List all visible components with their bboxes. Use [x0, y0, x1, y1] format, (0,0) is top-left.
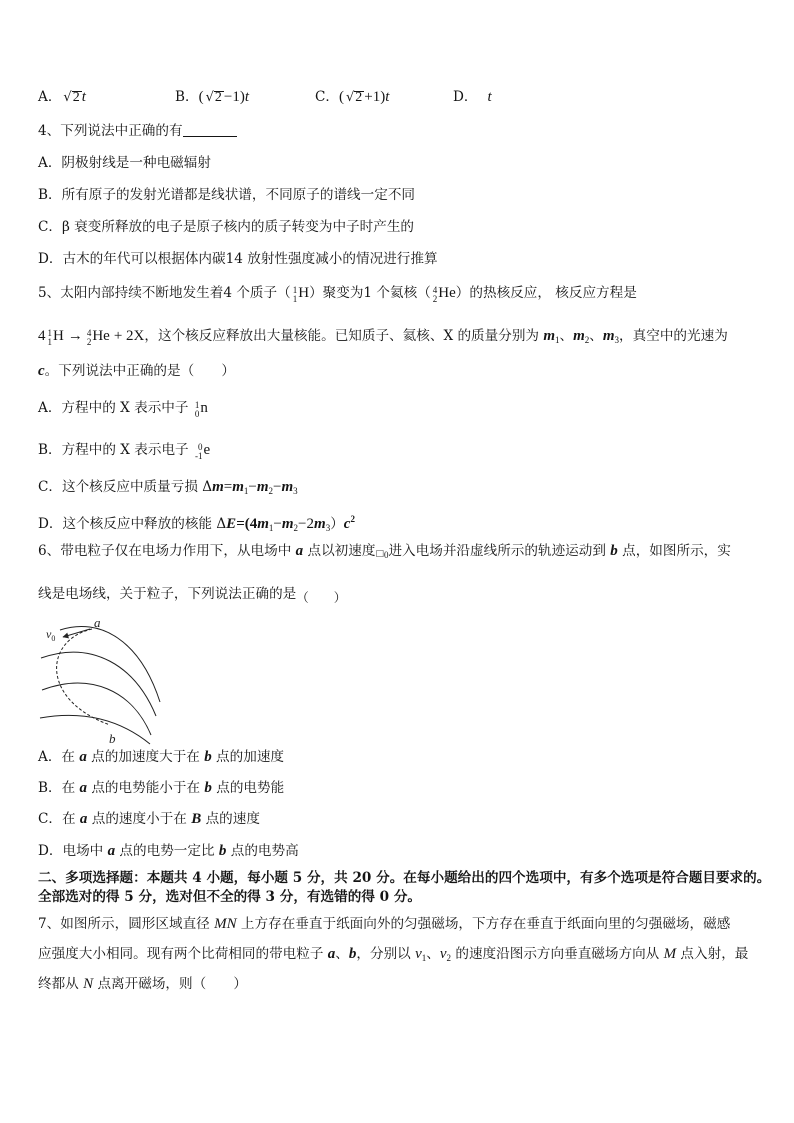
prev-option-b	[175, 88, 249, 107]
point-a: a	[79, 780, 87, 796]
q5-stem-line3	[38, 362, 235, 380]
variable-t: t	[244, 89, 250, 105]
expr: −2	[298, 516, 315, 532]
mass-number: 0	[197, 442, 203, 452]
velocity-symbol: v	[415, 946, 422, 962]
field-line-4	[40, 715, 150, 744]
minus: −	[273, 479, 282, 495]
text: B．方程中的 X 表示电子	[38, 442, 193, 458]
text: 点的电势能小于在	[87, 780, 205, 796]
text: 点的速度	[201, 811, 260, 827]
text: A．方程中的 X 表示中子	[38, 400, 193, 416]
text: A．在	[38, 749, 80, 765]
energy-symbol: E	[226, 516, 237, 532]
text: C．这个核反应中质量亏损 Δ	[38, 479, 213, 495]
point-b: b	[610, 543, 618, 559]
q6-stem-line2	[38, 585, 346, 603]
text: ，分别以	[356, 946, 416, 962]
atomic-number: 1	[292, 294, 298, 304]
text: ，真空中的光速为	[619, 328, 728, 344]
point-b-label: b	[109, 731, 116, 746]
nuclide-electron	[193, 441, 210, 461]
nuclide-helium	[85, 327, 110, 347]
sqrt-sign: √	[346, 90, 355, 105]
element-symbol: He	[92, 328, 110, 344]
answer-parens: （ ）	[296, 590, 347, 605]
text: 5、太阳内部持续不断地发生着4 个质子（	[38, 285, 291, 301]
electric-field-figure	[34, 612, 166, 752]
particle-b: b	[348, 946, 357, 962]
q7-stem-line2	[38, 945, 748, 967]
q6-option-d	[38, 842, 299, 860]
text: ）聚变为1 个氦核（	[309, 285, 431, 301]
subscript: 3	[614, 335, 620, 345]
particle-a: a	[327, 946, 336, 962]
product-term: + 2X	[113, 328, 145, 344]
atomic-number: 0	[194, 409, 200, 419]
text: 、	[426, 946, 440, 962]
mass-number: 1	[292, 285, 298, 295]
expr: =(4	[236, 516, 258, 532]
field-line-1	[60, 626, 160, 702]
point-a: a	[295, 543, 304, 559]
subscript: 2	[446, 953, 452, 963]
q5-option-b	[38, 441, 210, 461]
text: C．在	[38, 811, 80, 827]
velocity-subscript: 0	[51, 634, 56, 643]
field-line-2	[41, 652, 156, 716]
q4-option-b: B．所有原子的发射光谱都是线状谱，不同原子的谱线一定不同	[38, 187, 416, 203]
diameter-mn: MN	[214, 916, 237, 932]
option-label: C．	[315, 89, 339, 105]
subscript: 2	[268, 486, 274, 496]
text: 点的加速度大于在	[86, 749, 205, 765]
subscript: 3	[325, 523, 331, 533]
option-label: B．	[175, 89, 199, 105]
radicand: 2	[214, 90, 222, 105]
mass-symbol: m	[281, 516, 294, 532]
light-speed-symbol: c	[343, 516, 351, 532]
q6-option-b	[38, 779, 284, 797]
text: 点的加速度	[211, 749, 285, 765]
text: 。下列说法中正确的是（ ）	[44, 363, 235, 379]
subscript: 1	[268, 523, 274, 533]
variable-t: t	[385, 89, 390, 105]
mass-symbol: m	[232, 479, 244, 495]
atomic-number: 2	[86, 337, 92, 347]
q6-stem-line1	[38, 542, 731, 564]
subscript: 1	[243, 486, 249, 496]
sqrt-sign: √	[63, 90, 72, 105]
mass-symbol: m	[281, 479, 294, 495]
text: 6、带电粒子仅在电场力作用下，从电场中	[38, 543, 296, 559]
text: 、	[589, 328, 603, 344]
q5-option-a	[38, 399, 208, 419]
q6-option-c	[38, 810, 260, 828]
text: ，这个核反应释放出大量核能。已知质子、氦核、X 的质量分别为	[144, 328, 544, 344]
prev-option-c	[315, 88, 389, 107]
mass-symbol: m	[314, 516, 326, 532]
mass-number: 1	[47, 328, 52, 338]
q4-option-d: D．古木的年代可以根据体内碳14 放射性强度减小的情况进行推算	[38, 251, 438, 267]
nuclide-proton	[291, 284, 309, 304]
text: 、	[559, 328, 574, 344]
nuclide-neutron	[193, 399, 208, 419]
text: 点的电势能	[211, 780, 285, 796]
point-b: b	[204, 780, 212, 796]
q6-option-a	[38, 748, 284, 766]
particle-symbol: n	[200, 400, 208, 416]
mass-number: 1	[194, 400, 200, 410]
nuclide-proton	[46, 327, 64, 347]
text: 上方存在垂直于纸面向外的匀强磁场，下方存在垂直于纸面向里的匀强磁场，磁感	[236, 916, 731, 932]
particle-symbol: e	[203, 442, 211, 458]
text: 点以初速度	[303, 543, 376, 559]
field-line-3	[42, 683, 151, 735]
equals: =	[223, 479, 233, 495]
answer-blank	[183, 123, 237, 137]
q4-option-a: A．阴极射线是一种电磁辐射	[38, 155, 211, 171]
q7-stem-line1	[38, 915, 730, 933]
section2-instructions-line1: 二、多项选择题：本题共 4 小题，每小题 5 分，共 20 分。在每小题给出的四个选项中，有多个选项是符合题目要求的。	[38, 870, 771, 886]
q5-option-d	[38, 510, 355, 537]
mass-symbol: m	[543, 328, 556, 344]
atomic-number: 1	[47, 337, 52, 347]
velocity-symbol: v	[439, 946, 447, 962]
q4-option-c: C．β 衰变所释放的电子是原子核内的质子转变为中子时产生的	[38, 219, 415, 235]
radicand: 2	[355, 90, 363, 105]
q4-stem	[38, 122, 237, 140]
option-label: D．	[453, 89, 478, 105]
prev-option-a	[38, 88, 86, 107]
nuclide-helium	[431, 284, 456, 304]
reaction-arrow: →	[67, 328, 83, 344]
text: 点的电势高	[226, 843, 299, 859]
subscript: 2	[293, 523, 299, 533]
option-label: A．	[38, 89, 62, 105]
mass-symbol: m	[212, 479, 224, 495]
text: 7、如图所示，圆形区域直径	[38, 916, 215, 932]
point-m: M	[663, 946, 677, 962]
subscript: 2	[584, 335, 590, 345]
text: 进入电场并沿虚线所示的轨迹运动到	[388, 543, 611, 559]
text: 点离开磁场，则（ ）	[93, 976, 247, 992]
text: ）的热核反应， 核反应方程是	[455, 285, 637, 301]
missing-glyph-box: □	[375, 549, 384, 559]
text: 线是电场线，关于粒子，下列说法正确的是	[38, 586, 297, 602]
paren-close: ）	[330, 516, 344, 532]
expr-rest: +1)	[364, 89, 386, 105]
light-speed-symbol: c	[38, 363, 45, 379]
element-symbol: H	[298, 285, 310, 301]
mass-symbol: m	[257, 516, 269, 532]
text: D．电场中	[38, 843, 108, 859]
variable-t: t	[81, 89, 86, 105]
velocity-label	[46, 627, 55, 643]
subscript: 0	[383, 550, 389, 560]
mass-symbol: m	[256, 479, 269, 495]
q7-stem-line3	[38, 975, 247, 993]
element-symbol: H	[53, 328, 64, 344]
point-a: a	[107, 843, 116, 859]
point-a: a	[79, 749, 87, 765]
point-b: b	[218, 843, 227, 859]
text: 终都从	[38, 976, 84, 992]
sqrt-sign: √	[205, 90, 214, 105]
subscript: 1	[421, 953, 427, 963]
text: 应强度大小相同。现有两个比荷相同的带电粒子	[38, 946, 328, 962]
text: 的速度沿图示方向垂直磁场方向从	[451, 946, 664, 962]
point-n: N	[83, 976, 94, 992]
text: B．在	[38, 780, 80, 796]
section2-instructions-line2: 全部选对的得 5 分，选对但不全的得 3 分，有选错的得 0 分。	[38, 889, 422, 905]
expr-rest: −1)	[223, 89, 245, 105]
point-b: B	[191, 811, 202, 827]
text: 点的电势一定比	[115, 843, 219, 859]
minus: −	[248, 479, 257, 495]
mass-symbol: m	[602, 328, 615, 344]
coefficient: 4	[38, 328, 46, 344]
element-symbol: He	[438, 285, 456, 301]
paren-open: (	[198, 89, 204, 105]
q5-stem-line1	[38, 284, 637, 304]
particle-trajectory	[57, 629, 110, 725]
atomic-number: 2	[432, 294, 438, 304]
subscript: 3	[293, 486, 298, 496]
initial-velocity-arrow	[63, 629, 90, 637]
text: D．这个核反应中释放的核能 Δ	[38, 516, 227, 532]
subscript: 1	[555, 335, 560, 345]
q5-stem-line2	[38, 327, 728, 349]
q5-option-c	[38, 478, 298, 500]
minus: −	[273, 516, 282, 532]
velocity-symbol: v	[46, 627, 52, 641]
point-b: b	[204, 749, 212, 765]
radicand: 2	[72, 90, 80, 105]
mass-symbol: m	[573, 328, 585, 344]
atomic-number: -1	[194, 451, 203, 461]
text: 点的速度小于在	[87, 811, 192, 827]
mass-number: 4	[86, 328, 92, 338]
prev-option-d	[453, 88, 492, 106]
q4-stem-text: 4、下列说法中正确的有	[38, 123, 183, 139]
point-a-label: a	[94, 615, 101, 630]
variable-t: t	[487, 89, 492, 105]
text: 点，如图所示，实	[617, 543, 731, 559]
text: 点入射，最	[676, 946, 749, 962]
mass-number: 4	[432, 285, 438, 295]
text: 、	[335, 946, 349, 962]
superscript: 2	[350, 514, 355, 524]
point-a: a	[79, 811, 88, 827]
paren-open: (	[339, 89, 344, 105]
